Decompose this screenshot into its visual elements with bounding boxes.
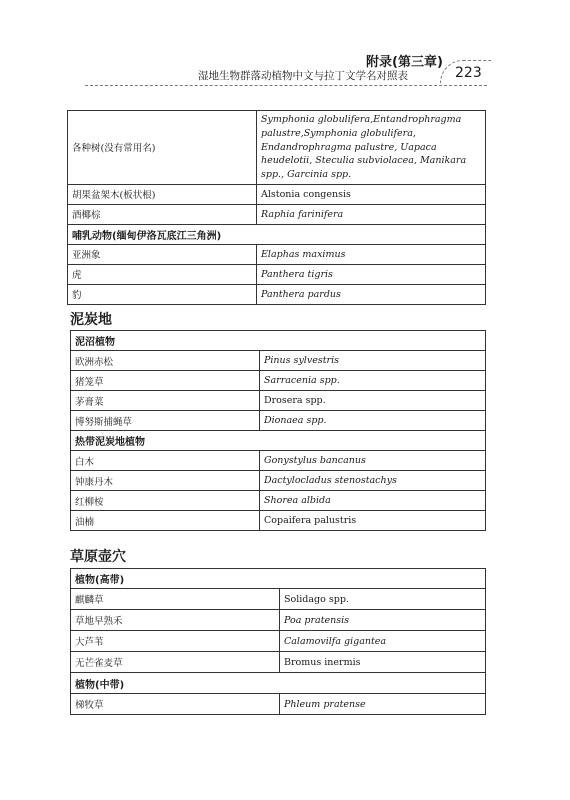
cn-name: 红柳桉 bbox=[71, 491, 260, 511]
cn-name: 酒椰棕 bbox=[68, 204, 257, 224]
cn-name: 白木 bbox=[71, 451, 260, 471]
table-row bbox=[71, 610, 486, 631]
section-row bbox=[71, 569, 486, 589]
table-trees-mammals bbox=[67, 110, 486, 305]
latin-name: Pinus sylvestris bbox=[260, 351, 486, 371]
table-row bbox=[71, 471, 486, 491]
cn-name: 钟康丹木 bbox=[71, 471, 260, 491]
table-peatland bbox=[70, 330, 486, 531]
section-row bbox=[71, 673, 486, 694]
table-row bbox=[68, 204, 486, 224]
latin-name: Raphia farinifera bbox=[257, 204, 486, 224]
table-row bbox=[71, 694, 486, 715]
table-row bbox=[71, 411, 486, 431]
cn-name: 欧洲赤松 bbox=[71, 351, 260, 371]
section-row bbox=[68, 224, 486, 244]
latin-name: Drosera spp. bbox=[260, 391, 486, 411]
header-rule bbox=[85, 85, 487, 86]
table-row bbox=[71, 351, 486, 371]
page-number: 223 bbox=[455, 65, 482, 81]
latin-name: Solidago spp. bbox=[280, 589, 486, 610]
cn-name: 无芒雀麦草 bbox=[71, 652, 280, 673]
table-row bbox=[68, 284, 486, 304]
table-row bbox=[71, 511, 486, 531]
table-row bbox=[71, 652, 486, 673]
section-label: 热带泥炭地植物 bbox=[71, 431, 486, 451]
cn-name: 各种树(没有常用名) bbox=[68, 111, 257, 185]
table-row bbox=[71, 391, 486, 411]
latin-name: Poa pratensis bbox=[280, 610, 486, 631]
cn-name: 博努斯捕蝇草 bbox=[71, 411, 260, 431]
cn-name: 油楠 bbox=[71, 511, 260, 531]
section-label: 植物(高带) bbox=[71, 569, 486, 589]
section-row bbox=[71, 331, 486, 351]
chapter-title: 附录(第三章) bbox=[366, 55, 443, 70]
table-row bbox=[68, 244, 486, 264]
cn-name: 胡果盆架木(板状根) bbox=[68, 184, 257, 204]
section-label: 泥沼植物 bbox=[71, 331, 486, 351]
latin-name: Panthera tigris bbox=[257, 264, 486, 284]
latin-name: Sarracenia spp. bbox=[260, 371, 486, 391]
table-row bbox=[71, 631, 486, 652]
latin-name: Dactylocladus stenostachys bbox=[260, 471, 486, 491]
cn-name: 大芦苇 bbox=[71, 631, 280, 652]
cn-name: 豹 bbox=[68, 284, 257, 304]
section-title-peatland: 泥炭地 bbox=[70, 312, 112, 328]
cn-name: 亚洲象 bbox=[68, 244, 257, 264]
latin-name: Symphonia globulifera,Entandrophragma palustre,Symphonia globulifera, Endandrophragma palustre, Uapaca heudelotii, Steculia subviolacea, Manikara spp., Garcinia spp. bbox=[257, 111, 486, 185]
section-label: 哺乳动物(缅甸伊洛瓦底江三角洲) bbox=[68, 224, 486, 244]
latin-name: Shorea albida bbox=[260, 491, 486, 511]
table-row bbox=[71, 589, 486, 610]
cn-name: 梯牧草 bbox=[71, 694, 280, 715]
table-row bbox=[68, 264, 486, 284]
running-header: 湿地生物群落动植物中文与拉丁文学名对照表 bbox=[198, 70, 408, 82]
latin-name: Dionaea spp. bbox=[260, 411, 486, 431]
cn-name: 虎 bbox=[68, 264, 257, 284]
table-prairie bbox=[70, 568, 486, 715]
latin-name: Calamovilfa gigantea bbox=[280, 631, 486, 652]
table-row bbox=[68, 184, 486, 204]
table-row bbox=[68, 111, 486, 185]
table-row bbox=[71, 371, 486, 391]
latin-name: Elaphas maximus bbox=[257, 244, 486, 264]
latin-name: Gonystylus bancanus bbox=[260, 451, 486, 471]
table-row bbox=[71, 491, 486, 511]
section-row bbox=[71, 431, 486, 451]
cn-name: 麒麟草 bbox=[71, 589, 280, 610]
section-title-prairie: 草原壶穴 bbox=[70, 549, 126, 565]
table-row bbox=[71, 451, 486, 471]
cn-name: 草地早熟禾 bbox=[71, 610, 280, 631]
latin-name: Bromus inermis bbox=[280, 652, 486, 673]
section-label: 植物(中带) bbox=[71, 673, 486, 694]
latin-name: Phleum pratense bbox=[280, 694, 486, 715]
latin-name: Panthera pardus bbox=[257, 284, 486, 304]
latin-name: Copaifera palustris bbox=[260, 511, 486, 531]
cn-name: 猪笼草 bbox=[71, 371, 260, 391]
latin-name: Alstonia congensis bbox=[257, 184, 486, 204]
cn-name: 茅膏菜 bbox=[71, 391, 260, 411]
